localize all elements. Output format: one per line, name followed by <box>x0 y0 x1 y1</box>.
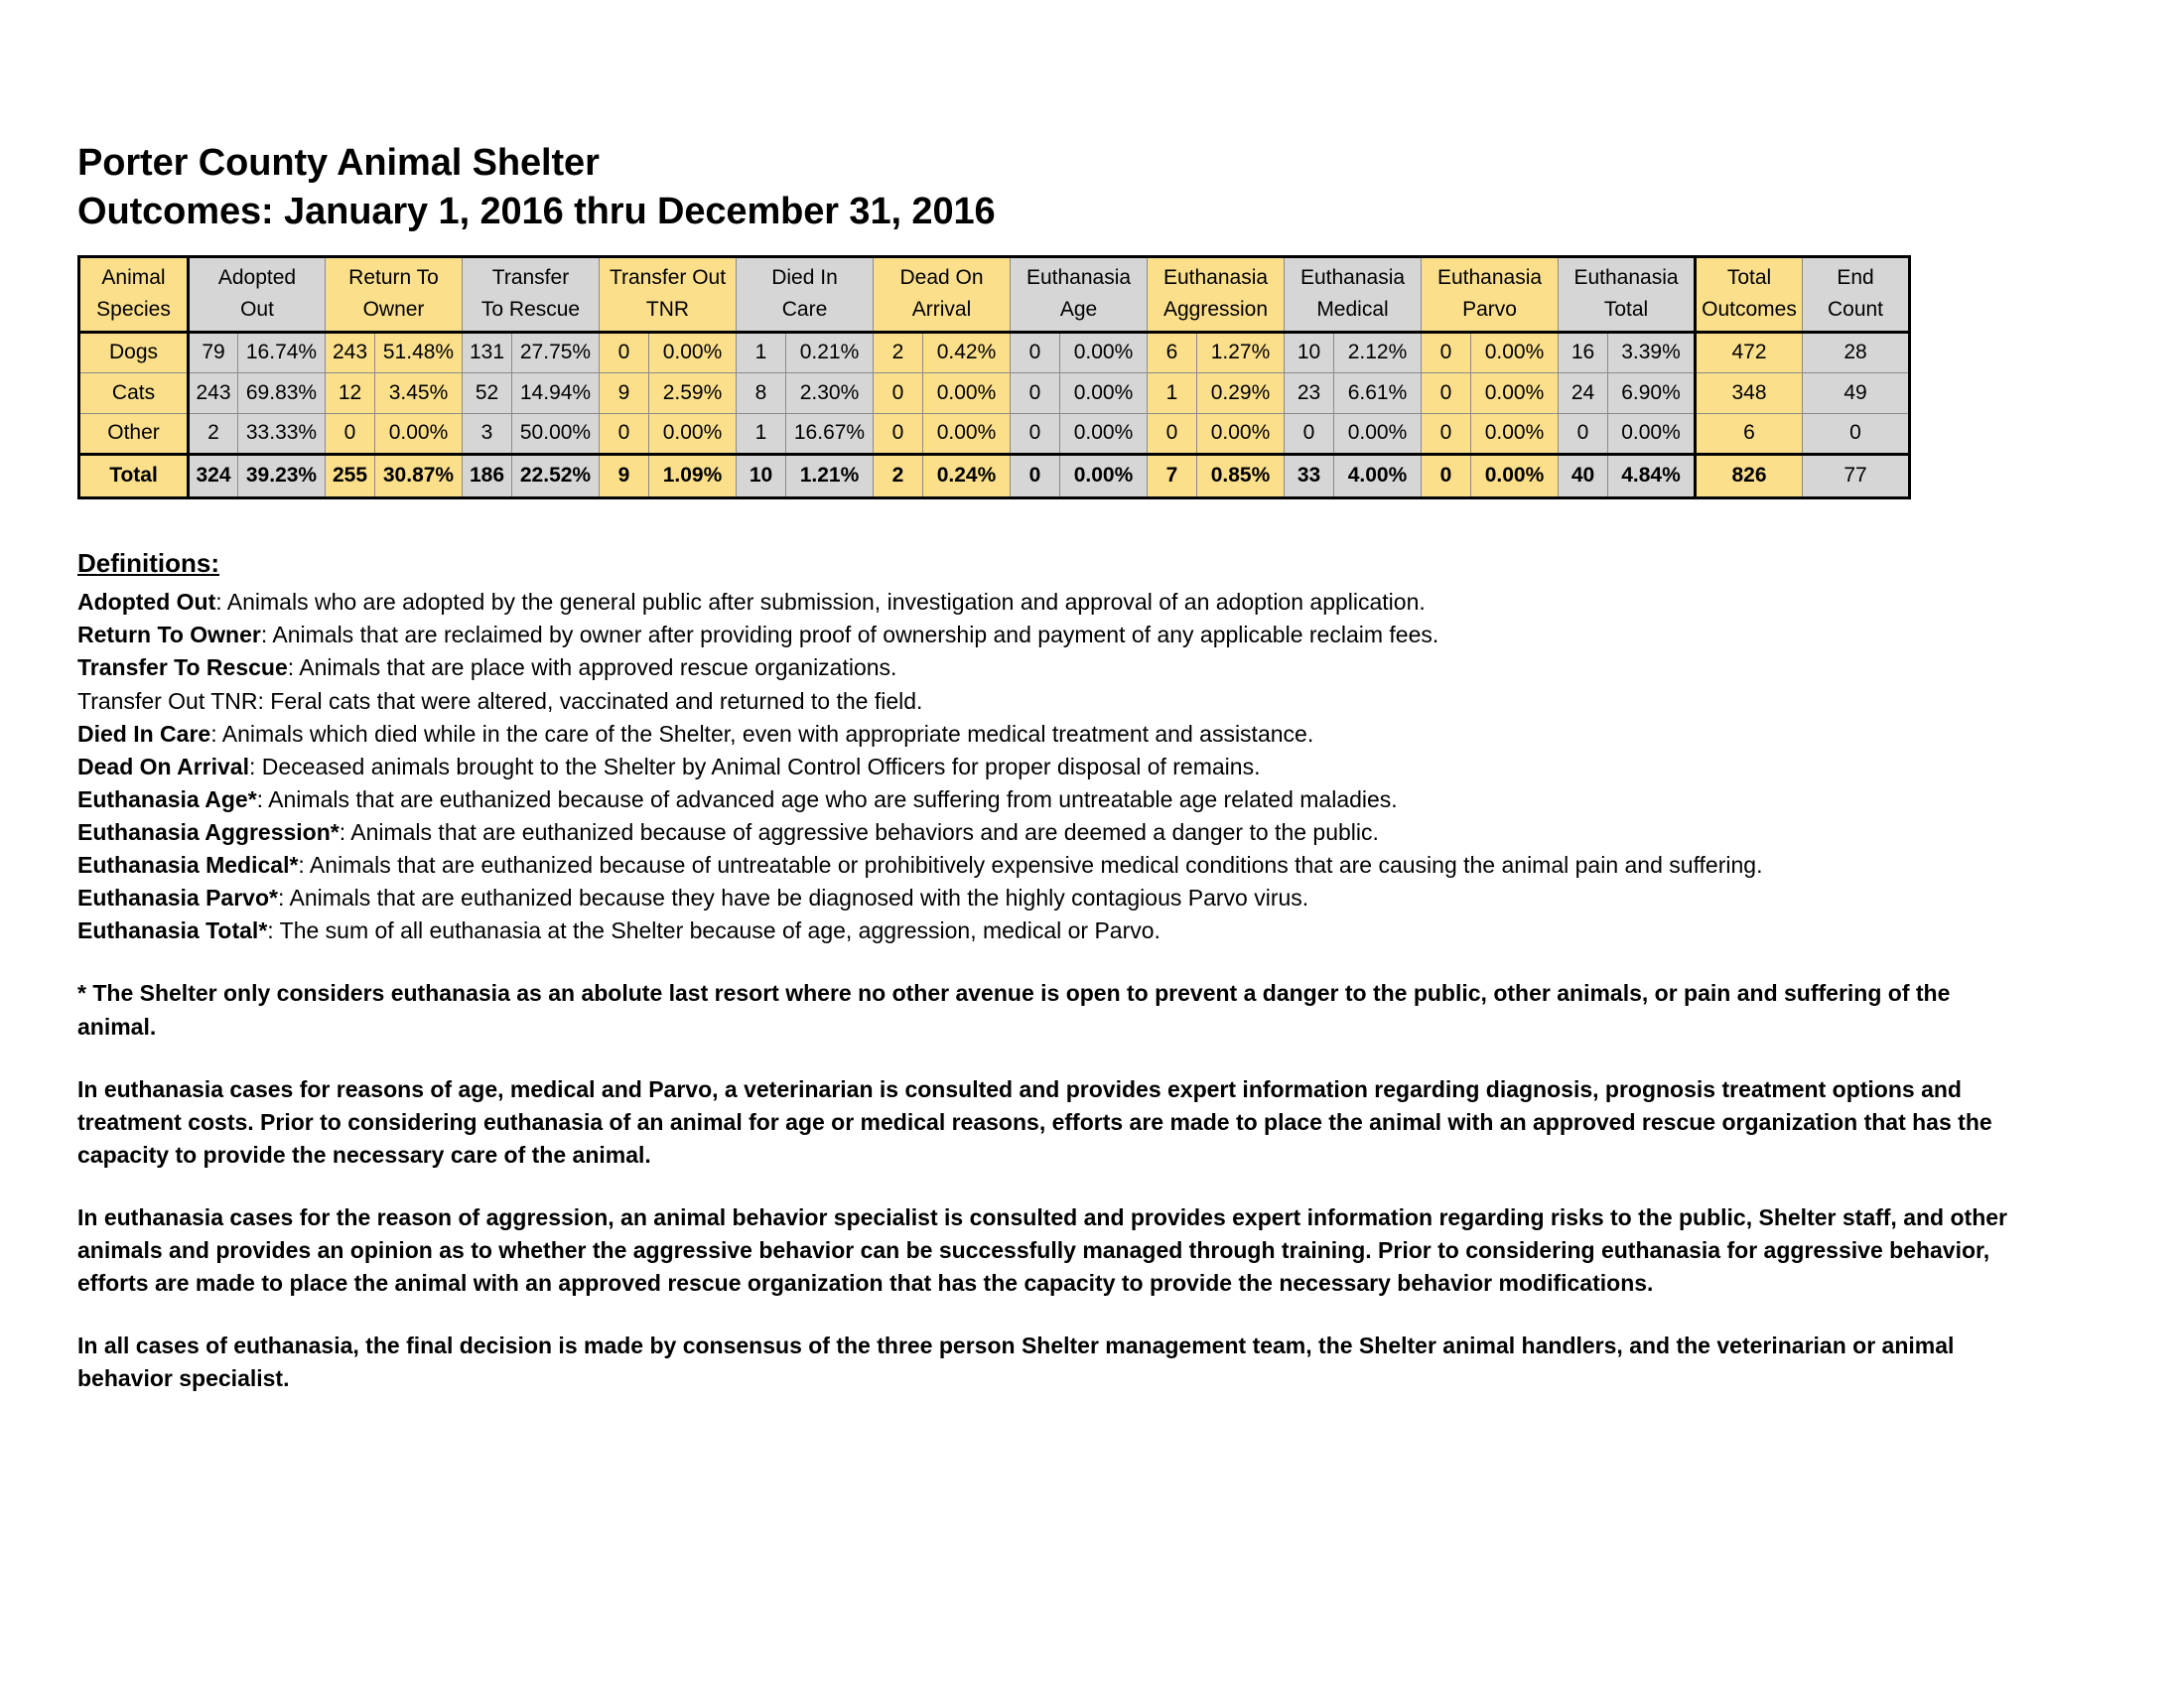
row-label-dogs: Dogs <box>79 332 189 372</box>
cell-percent: 51.48% <box>375 332 463 372</box>
cell-percent: 50.00% <box>512 413 600 454</box>
cell-count: 324 <box>189 454 238 497</box>
definition-term: Euthanasia Parvo* <box>77 885 278 912</box>
definitions-list <box>77 586 2184 947</box>
cell-percent: 3.45% <box>375 372 463 413</box>
definition-item <box>77 914 2184 947</box>
spacer <box>77 1172 2184 1201</box>
definition-body: : Animals that are euthanized because of aggressive behaviors and are deemed a danger to the public. <box>339 818 1379 845</box>
row-label-cats: Cats <box>79 372 189 413</box>
cell-percent: 0.29% <box>1197 372 1285 413</box>
cell-percent: 30.87% <box>375 454 463 497</box>
cell-count: 8 <box>737 372 786 413</box>
definition-term: Died In Care <box>77 720 211 747</box>
cell-percent: 69.83% <box>238 372 326 413</box>
column-header-line1: Transfer <box>491 265 570 289</box>
column-header-line2: Aggression <box>1162 298 1269 322</box>
cell-percent: 4.00% <box>1334 454 1422 497</box>
cell-count: 1 <box>1148 372 1197 413</box>
cell-count: 0 <box>600 413 649 454</box>
column-header-line2: TNR <box>645 298 690 322</box>
cell-percent: 6.90% <box>1608 372 1696 413</box>
cell-percent: 0.00% <box>1608 413 1696 454</box>
column-header-euthanasia-medical <box>1285 256 1422 332</box>
column-header-line1: Euthanasia <box>1025 265 1132 289</box>
cell-count: 0 <box>600 332 649 372</box>
cell-count: 6 <box>1148 332 1197 372</box>
outcomes-table <box>77 255 1911 499</box>
cell-count: 0 <box>1285 413 1334 454</box>
column-header-end-count <box>1803 256 1910 332</box>
definition-item <box>77 718 2184 751</box>
cell-percent: 6.61% <box>1334 372 1422 413</box>
cell-percent: 33.33% <box>238 413 326 454</box>
cell-count: 79 <box>189 332 238 372</box>
definition-term: Adopted Out <box>77 589 216 616</box>
cell-end-count: 0 <box>1803 413 1910 454</box>
column-header-line2: Medical <box>1316 298 1389 322</box>
definition-body: : Animals that are euthanized because they have be diagnosed with the highly contagious Parvo virus. <box>277 885 1309 912</box>
column-header-return-to-owner <box>326 256 463 332</box>
spacer <box>77 1300 2184 1330</box>
column-header-line2: Total <box>1603 298 1649 322</box>
cell-end-count: 49 <box>1803 372 1910 413</box>
table-row <box>79 372 1910 413</box>
column-header-line2: Care <box>781 298 828 322</box>
cell-count: 2 <box>874 332 923 372</box>
column-header-line1: Dead On <box>899 265 984 289</box>
cell-percent: 27.75% <box>512 332 600 372</box>
cell-count: 0 <box>874 413 923 454</box>
definition-term: Euthanasia Medical* <box>77 852 299 879</box>
definitions-heading-wrap <box>77 545 2184 586</box>
cell-total-outcomes: 348 <box>1696 372 1803 413</box>
note-paragraph-2: In euthanasia cases for reasons of age, medical and Parvo, a veterinarian is consulted and provides expert information regarding diagnosis, prognosis treatment options and treatment costs. Prior to considering euthanasia of an animal for age or medical reasons, efforts are made to place the animal with an approved rescue organization that has the capacity to provide the necessary care of the animal. <box>77 1075 1992 1168</box>
column-header-euthanasia-aggression <box>1148 256 1285 332</box>
definition-body: : Animals that are reclaimed by owner after providing proof of ownership and payment of any applicable reclaim fees. <box>260 622 1439 648</box>
cell-count: 3 <box>463 413 512 454</box>
cell-count: 0 <box>326 413 375 454</box>
definition-body: : Deceased animals brought to the Shelter by Animal Control Officers for proper disposal of remains. <box>248 753 1261 779</box>
definition-term: Transfer To Rescue <box>77 654 288 681</box>
definition-term: Transfer Out TNR <box>77 687 258 714</box>
note-paragraph-3: In euthanasia cases for the reason of aggression, an animal behavior specialist is consulted and provides expert information regarding risks to the public, Shelter staff, and other animals and provides an opinion as to whether the aggressive behavior can be successfully managed through training. Prior to considering euthanasia for aggressive behavior, efforts are made to place the animal with an approved rescue organization that has the capacity to provide the necessary behavior modifications. <box>77 1203 2007 1297</box>
column-header-dead-on-arrival <box>874 256 1011 332</box>
outcomes-table-wrapper <box>77 255 2184 499</box>
cell-count: 24 <box>1559 372 1608 413</box>
cell-count: 0 <box>1559 413 1608 454</box>
cell-percent: 0.00% <box>1197 413 1285 454</box>
cell-percent: 0.21% <box>786 332 874 372</box>
definition-item <box>77 849 2184 882</box>
cell-count: 1 <box>737 413 786 454</box>
column-header-line2: Owner <box>362 298 425 322</box>
cell-percent: 0.00% <box>923 372 1011 413</box>
cell-percent: 2.59% <box>649 372 737 413</box>
column-header-line2: Age <box>1059 298 1098 322</box>
table-row <box>79 332 1910 372</box>
cell-count: 10 <box>737 454 786 497</box>
cell-end-count: 28 <box>1803 332 1910 372</box>
cell-count: 243 <box>326 332 375 372</box>
cell-count: 255 <box>326 454 375 497</box>
column-header-line2: Count <box>1827 298 1884 322</box>
note-paragraph-4: In all cases of euthanasia, the final decision is made by consensus of the three person Shelter management team, the Shelter animal handlers, and the veterinarian or animal behavior specialist. <box>77 1333 1955 1392</box>
cell-count: 40 <box>1559 454 1608 497</box>
table-header-row <box>79 256 1910 332</box>
column-header-line1: Died In <box>771 265 838 289</box>
cell-percent: 14.94% <box>512 372 600 413</box>
definition-item <box>77 619 2184 651</box>
cell-count: 0 <box>1422 372 1471 413</box>
definition-body: : Animals who are adopted by the general public after submission, investigation and approval of an adoption application. <box>215 589 1426 616</box>
column-header-line2: Arrival <box>911 298 972 322</box>
column-header-euthanasia-total <box>1559 256 1696 332</box>
definitions-section <box>77 545 2184 1396</box>
definition-term: Return To Owner <box>77 622 261 648</box>
cell-count: 16 <box>1559 332 1608 372</box>
table-header <box>79 256 1910 332</box>
cell-percent: 0.00% <box>1060 454 1148 497</box>
definition-item <box>77 783 2184 816</box>
definition-body: : Animals that are euthanized because of advanced age who are suffering from untreatable age related maladies. <box>256 785 1398 812</box>
cell-percent: 1.27% <box>1197 332 1285 372</box>
column-header-line2: Out <box>240 298 274 322</box>
column-header-line1: Animal <box>101 265 166 289</box>
column-header-line1: Euthanasia <box>1162 265 1269 289</box>
column-header-line2: Parvo <box>1462 298 1517 322</box>
cell-percent: 2.12% <box>1334 332 1422 372</box>
cell-total-outcomes: 6 <box>1696 413 1803 454</box>
cell-count: 0 <box>1011 413 1060 454</box>
table-row <box>79 454 1910 497</box>
cell-count: 12 <box>326 372 375 413</box>
cell-count: 2 <box>189 413 238 454</box>
cell-count: 0 <box>1422 454 1471 497</box>
column-header-euthanasia-parvo <box>1422 256 1559 332</box>
row-label-total: Total <box>79 454 189 497</box>
spacer <box>77 947 2184 977</box>
cell-percent: 0.00% <box>375 413 463 454</box>
spacer <box>77 1044 2184 1073</box>
cell-count: 1 <box>737 332 786 372</box>
column-header-died-in-care <box>737 256 874 332</box>
cell-count: 0 <box>1011 372 1060 413</box>
cell-percent: 0.00% <box>649 332 737 372</box>
cell-percent: 0.00% <box>1471 454 1559 497</box>
cell-percent: 2.30% <box>786 372 874 413</box>
definition-term: Dead On Arrival <box>77 753 249 779</box>
cell-percent: 1.21% <box>786 454 874 497</box>
column-header-line1: Adopted <box>217 265 297 289</box>
cell-percent: 3.39% <box>1608 332 1696 372</box>
column-header-line1: End <box>1837 265 1874 289</box>
cell-percent: 0.42% <box>923 332 1011 372</box>
cell-count: 0 <box>874 372 923 413</box>
column-header-line2: Species <box>96 298 171 322</box>
cell-count: 23 <box>1285 372 1334 413</box>
column-header-transfer-to-rescue <box>463 256 600 332</box>
column-header-transfer-out-tnr <box>600 256 737 332</box>
cell-percent: 0.00% <box>1060 332 1148 372</box>
definition-item <box>77 751 2184 783</box>
definition-term: Euthanasia Total* <box>77 917 268 944</box>
definition-body: : Animals that are euthanized because of untreatable or prohibitively expensive medical conditions that are causing the animal pain and suffering. <box>298 852 1763 879</box>
column-header-line1: Euthanasia <box>1299 265 1406 289</box>
column-header-line1: Return To <box>348 265 439 289</box>
definition-item <box>77 586 2184 619</box>
definition-term: Euthanasia Age* <box>77 785 257 812</box>
definition-item <box>77 882 2184 914</box>
table-body <box>79 332 1910 497</box>
footnote-paragraph: * The Shelter only considers euthanasia as an abolute last resort where no other avenue is open to prevent a danger to the public, other animals, or pain and suffering of the animal. <box>77 980 1951 1040</box>
cell-percent: 0.00% <box>1334 413 1422 454</box>
cell-count: 243 <box>189 372 238 413</box>
definition-item <box>77 816 2184 849</box>
definition-body: : Animals that are place with approved rescue organizations. <box>287 654 897 681</box>
cell-count: 131 <box>463 332 512 372</box>
column-header-euthanasia-age <box>1011 256 1148 332</box>
page-title-line2: Outcomes: January 1, 2016 thru December 31, 2016 <box>77 191 996 233</box>
table-row <box>79 413 1910 454</box>
cell-count: 33 <box>1285 454 1334 497</box>
definition-item <box>77 651 2184 684</box>
cell-percent: 1.09% <box>649 454 737 497</box>
cell-percent: 16.74% <box>238 332 326 372</box>
cell-percent: 0.00% <box>1471 372 1559 413</box>
column-header-animal-species <box>79 256 189 332</box>
cell-count: 9 <box>600 454 649 497</box>
column-header-line1: Transfer Out <box>609 265 727 289</box>
cell-percent: 16.67% <box>786 413 874 454</box>
cell-count: 2 <box>874 454 923 497</box>
column-header-total-outcomes <box>1696 256 1803 332</box>
column-header-line1: Total <box>1726 265 1772 289</box>
cell-percent: 0.00% <box>1060 372 1148 413</box>
cell-percent: 0.00% <box>1060 413 1148 454</box>
cell-percent: 0.00% <box>923 413 1011 454</box>
page-title-line1: Porter County Animal Shelter <box>77 142 600 184</box>
cell-percent: 0.00% <box>1471 413 1559 454</box>
title-block <box>77 139 2184 237</box>
cell-count: 9 <box>600 372 649 413</box>
cell-percent: 4.84% <box>1608 454 1696 497</box>
column-header-line1: Euthanasia <box>1573 265 1679 289</box>
definition-body: : Feral cats that were altered, vaccinated and returned to the field. <box>257 687 923 714</box>
column-header-line2: To Rescue <box>480 298 581 322</box>
definition-body: : The sum of all euthanasia at the Shelter because of age, aggression, medical or Parvo. <box>267 917 1160 944</box>
definition-body: : Animals which died while in the care of the Shelter, even with appropriate medical treatment and assistance. <box>210 720 1314 747</box>
cell-count: 0 <box>1422 413 1471 454</box>
cell-percent: 0.00% <box>649 413 737 454</box>
cell-end-count: 77 <box>1803 454 1910 497</box>
cell-count: 10 <box>1285 332 1334 372</box>
definition-item <box>77 685 2184 718</box>
cell-percent: 0.85% <box>1197 454 1285 497</box>
column-header-line2: Outcomes <box>1702 298 1797 322</box>
cell-count: 7 <box>1148 454 1197 497</box>
definitions-heading: Definitions: <box>77 547 219 578</box>
definition-term: Euthanasia Aggression* <box>77 818 340 845</box>
cell-percent: 0.24% <box>923 454 1011 497</box>
cell-percent: 0.00% <box>1471 332 1559 372</box>
cell-count: 0 <box>1011 454 1060 497</box>
column-header-line1: Euthanasia <box>1436 265 1543 289</box>
cell-total-outcomes: 472 <box>1696 332 1803 372</box>
cell-count: 0 <box>1148 413 1197 454</box>
cell-total-outcomes: 826 <box>1696 454 1803 497</box>
cell-count: 186 <box>463 454 512 497</box>
cell-percent: 22.52% <box>512 454 600 497</box>
column-header-adopted-out <box>189 256 326 332</box>
cell-count: 0 <box>1422 332 1471 372</box>
cell-count: 52 <box>463 372 512 413</box>
row-label-other: Other <box>79 413 189 454</box>
cell-count: 0 <box>1011 332 1060 372</box>
cell-percent: 39.23% <box>238 454 326 497</box>
